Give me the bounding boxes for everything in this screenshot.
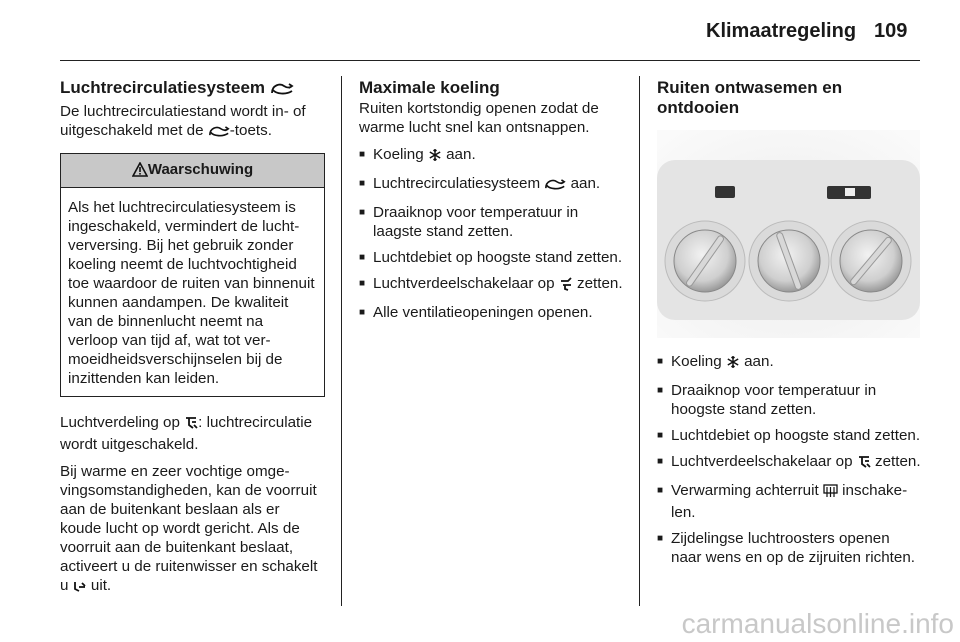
humidity-paragraph: Bij warme en zeer vochtige omgevingsomstandigheden, kan de voorruit aan de buitenkant beslaan als er koude lucht op wordt gericht. Als de voorruit aan de buitenkant beslaat, activeert u de ruitenwisser en schakelt u uit. [60,462,325,598]
section-heading-defrost: Ruiten ontwasemen en ontdooien [657,78,843,117]
rear-window-heating-icon [823,484,838,503]
list-item: ■ Koeling aan. [657,352,922,374]
climate-control-panel-image [657,130,920,338]
warning-text: Als het luchtrecirculatiesysteem is ingeschakeld, vermindert de luchtverversing. Bij het gebruik zonder koeling neemt de luchtvochtigheid toe waardoor de ruiten van binnenuit kunnen aandampen. De kwaliteit van de binnenlucht neemt na verloop van tijd af, wat tot vermoeidheidsverschijnselen bij de inzittenden kan leiden. [68,199,315,387]
list-item: ■ Verwarming achterruit inschakelen. [657,481,922,522]
column-recirculation [60,78,325,606]
section-heading-max-cooling: Maximale koeling [359,78,500,97]
list-item: ■ Luchtverdeelschakelaar op zetten. [359,274,624,296]
list-item: ■ Luchtdebiet op hoogste stand zetten. [657,426,922,445]
header-rule [60,60,920,61]
steps-list [657,352,922,567]
intro-paragraph: De luchtrecirculatiestand wordt in- of uitgeschakeld met de -toets. [60,102,325,143]
airflow-feet-windscreen-icon [184,416,198,435]
list-item: ■ Zijdelingse luchtroosters openen naar wens en op de zijruiten richten. [657,529,922,567]
header-title: Klimaatregeling [706,20,857,42]
list-item: ■ Luchtrecirculatiesysteem aan. [359,174,624,196]
column-max-cooling [359,78,624,329]
airflow-paragraph: Luchtverdeling op : luchtrecirculatie wordt uitgeschakeld. [60,414,313,453]
column-defrost [657,78,922,574]
warning-box [60,153,325,397]
list-item: ■ Draaiknop voor temperatuur in laagste stand zetten. [359,203,624,241]
recirculation-icon [544,177,566,196]
column-divider [639,76,640,606]
watermark: carmanualsonline.info [681,608,954,639]
page-number: 109 [874,20,908,42]
list-item: ■ Draaiknop voor temperatuur in hoogste stand zetten. [657,381,922,419]
cooling-snowflake-icon [726,355,740,374]
recirculation-icon [270,81,294,101]
recirculation-icon [208,124,230,143]
airflow-windscreen-icon [559,277,573,296]
list-item: ■ Koeling aan. [359,145,624,167]
column-divider [341,76,342,606]
warning-triangle-icon [132,162,148,182]
steps-list [359,145,624,322]
list-item: ■ Alle ventilatieopeningen openen. [359,303,624,322]
list-item: ■ Luchtdebiet op hoogste stand zetten. [359,248,624,267]
airflow-feet-icon [73,579,87,598]
cooling-snowflake-icon [428,148,442,167]
airflow-feet-windscreen-icon [857,455,871,474]
warning-header: Waarschuwing [61,154,324,188]
section-heading-recirculation: Luchtrecirculatiesysteem [60,78,325,101]
intro-paragraph: Ruiten kortstondig openen zodat de warme lucht snel kan ontsnappen. [359,100,599,136]
list-item: ■ Luchtverdeelschakelaar op zetten. [657,452,922,474]
